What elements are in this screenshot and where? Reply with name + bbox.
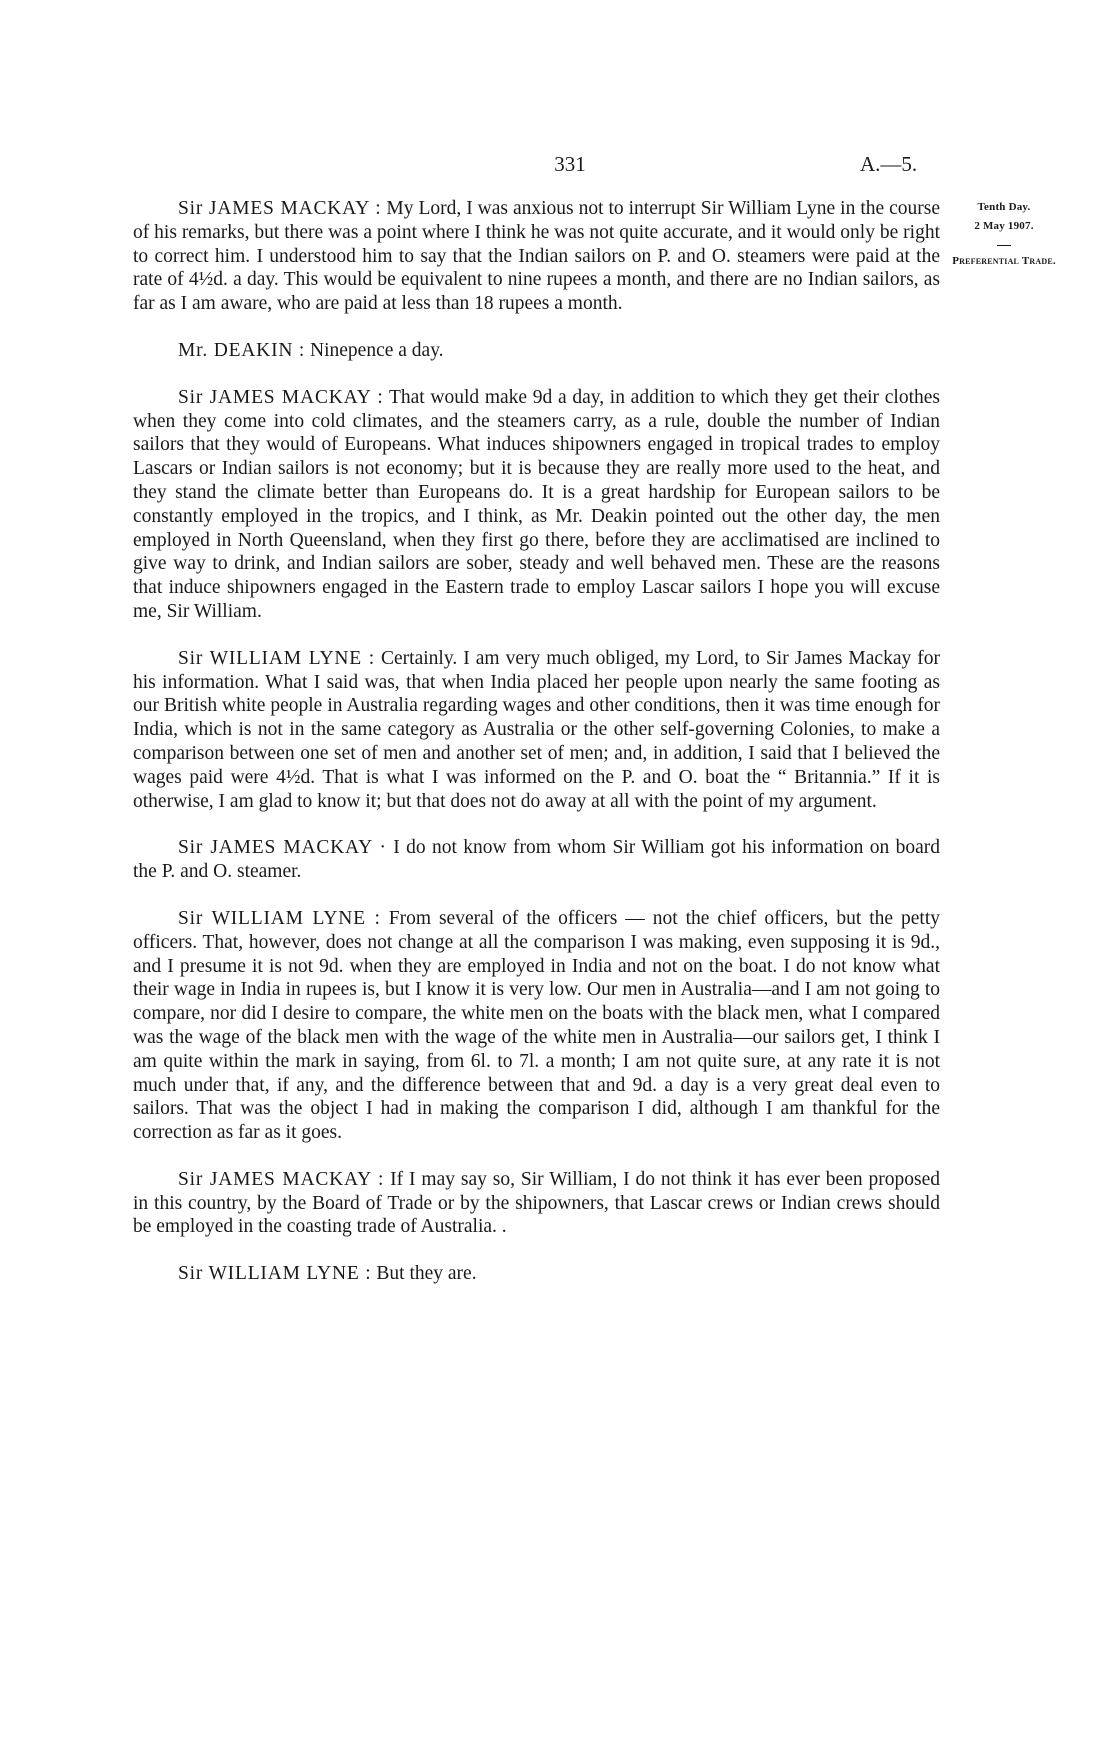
transcript-paragraph xyxy=(133,339,940,363)
speaker-name: Sir WILLIAM LYNE : xyxy=(178,1263,372,1285)
transcript-paragraph xyxy=(133,907,940,1145)
speaker-name: Sir JAMES MACKAY : xyxy=(178,1168,385,1190)
transcript-body xyxy=(133,197,940,1309)
speech-text: But they are. xyxy=(376,1263,477,1285)
speaker-name: Sir JAMES MACKAY : xyxy=(178,386,384,408)
transcript-paragraph xyxy=(133,647,940,814)
speech-text: I do not know from whom Sir William got his information on board the P. and O. steamer. xyxy=(133,837,941,883)
transcript-paragraph xyxy=(133,197,940,316)
speech-text: From several of the officers — not the chief officers, but the petty officers. That, however, does not change at all the comparison I was making, even supposing it is 9d., and I presume it is not 9d. when they are employed in India and not on the boat. I do not know what their wage in India in rupees is, but I know it is very low. Our men in Australia—and I am not going to compare, nor did I desire to compare, the white men on the boats with the black men, what I compared was the wage of the black men with the wage of the white men in Australia—our sailors get, I think I am quite within the mark in saying, from 6l. to 7l. a month; I am not quite sure, at any rate it is not much under that, if any, and the difference between that and 9d. a day is a very great deal even to sailors. That was the object I had in making the comparison I did, although I am thankful for the correction as far as it goes. xyxy=(133,907,941,1144)
speaker-name: Sir WILLIAM LYNE : xyxy=(178,647,375,669)
page-number: 331 xyxy=(554,152,586,176)
speech-text: My Lord, I was anxious not to interrupt Sir William Lyne in the course of his remarks, but there was a point where I think he was not quite accurate, and it would only be right to correct him. I understood him to say that the Indian sailors on P. and O. steamers were paid at the rate of 4½d. a day. This would be equivalent to nine rupees a month, and there are no Indian sailors, as far as I am aware, who are paid at less than 18 rupees a month. xyxy=(133,198,940,315)
margin-note xyxy=(940,198,1068,269)
speaker-name: Sir JAMES MACKAY · xyxy=(178,837,387,859)
transcript-paragraph xyxy=(133,1168,940,1239)
speech-text: If I may say so, Sir William, I do not think it has ever been proposed in this country, by the Board of Trade or by the shipowners, that Lascar crews or Indian crews should be employed in the coasting trade of Australia. . xyxy=(133,1168,940,1238)
speech-text: That would make 9d a day, in addition to which they get their clothes when they come into cold climates, and the steamers carry, as a rule, double the number of Indian sailors that they would of Europeans. What induces shipowners engaged in tropical trades to employ Lascars or Indian sailors is not economy; but it is because they are really more used to the heat, and they stand the climate better than Europeans do. It is a great hardship for European sailors to be constantly employed in the tropics, and I think, as Mr. Deakin pointed out the other day, the men employed in North Queensland, when they first go there, before they are acclimatised are inclined to give way to drink, and Indian sailors are sober, steady and well behaved men. These are the reasons that induce shipowners engaged in the Eastern trade to employ Lascar sailors I hope you will excuse me, Sir William. xyxy=(133,386,940,622)
speaker-name: Mr. DEAKIN : xyxy=(178,339,306,361)
margin-topic: Preferential Trade. xyxy=(952,255,1056,267)
margin-day: Tenth Day. xyxy=(977,201,1031,213)
transcript-paragraph xyxy=(133,1262,940,1286)
speaker-name: Sir JAMES MACKAY : xyxy=(178,198,382,219)
speech-text: Certainly. I am very much obliged, my Lord, to Sir James Mackay for his information. What I said was, that when India placed her people upon nearly the same footing as our British white people in Australia regarding wages and other conditions, then it was time enough for India, which is not in the same category as Australia or the other self-governing Colonies, to make a comparison between one set of men and another set of men; and, in addition, I said that I believed the wages paid were 4½d. That is what I was informed on the P. and O. boat the “ Britannia.” If it is otherwise, I am glad to know it; but that does not do away at all with the point of my argument. xyxy=(133,647,940,812)
paper-reference: A.—5. xyxy=(860,152,918,176)
transcript-paragraph xyxy=(133,386,940,624)
speaker-name: Sir WILLIAM LYNE : xyxy=(178,907,381,929)
transcript-paragraph xyxy=(133,836,940,884)
margin-rule xyxy=(997,245,1011,246)
speech-text: Ninepence a day. xyxy=(310,339,444,361)
margin-date: 2 May 1907. xyxy=(974,220,1034,232)
